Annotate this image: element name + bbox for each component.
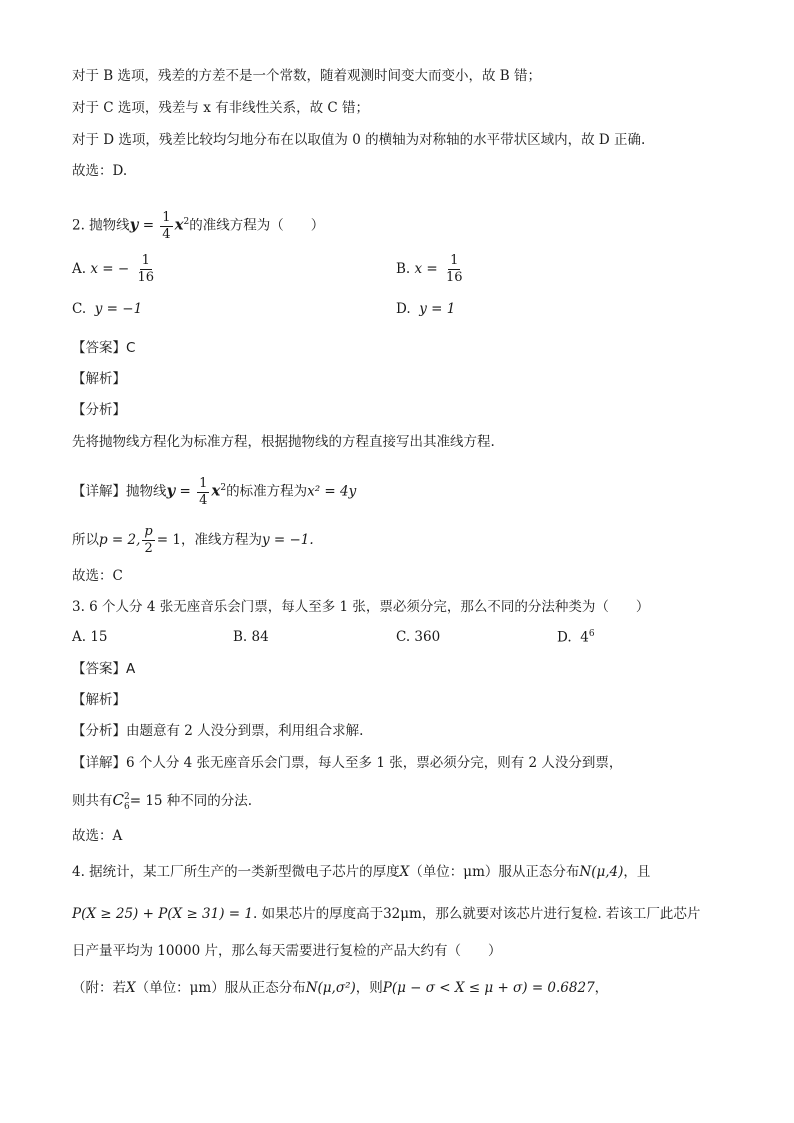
q3-total-pre: 则共有 — [72, 793, 113, 809]
q2-so — [72, 523, 314, 557]
q2-opt-a-label: A. — [72, 261, 87, 277]
q2-detail-exp: 2 — [220, 483, 227, 493]
q2-opt-a-pre: x = − — [90, 261, 130, 277]
q4-l1a: 4. 据统计，某工厂所生产的一类新型微电子芯片的厚度 — [72, 864, 400, 880]
text-line-d-option: 对于 D 选项，残差比较均匀地分布在以取值为 0 的横轴为对称轴的水平带状区域内，故 D 正确. — [72, 132, 646, 148]
q2-opt-a-num: 1 — [141, 253, 150, 268]
q4-l2d: ，那么就要对该芯片进行复检. 若该工厂此芯片 — [421, 906, 701, 922]
q3-fenxi — [72, 721, 363, 741]
q2-opt-b-label: B. — [396, 261, 411, 277]
q2-exp: 2 — [183, 217, 190, 227]
q3-jiexi: 【解析】 — [72, 692, 126, 708]
q2-suffix: 的准线方程为（ ） — [189, 217, 325, 234]
q2-so-end: y = −1. — [261, 532, 314, 548]
q2-opt-c-text: y = −1 — [94, 301, 143, 317]
text-choose-d: 故选：D. — [72, 163, 128, 179]
q2-frac-den: 4 — [162, 226, 171, 242]
q3-comb-sup: 2 — [123, 791, 130, 802]
q3-choose: 故选：A — [72, 828, 123, 844]
q3-option-a: A. 15 — [72, 629, 108, 645]
q4-l4h: P(μ − σ < X ≤ μ + σ) = 0.6827 — [382, 980, 595, 996]
q3-total — [72, 786, 252, 815]
q2-fenxi: 【分析】 — [72, 402, 126, 418]
q4-l1e: ）服从正态分布 — [484, 864, 580, 880]
q2-frac-num: 1 — [162, 209, 171, 225]
q4-l4f: N(μ,σ²) — [305, 980, 356, 996]
q2-opt-a-frac — [135, 253, 156, 286]
q2-opt-d-text: y = 1 — [419, 301, 456, 317]
q3-detail-tag: 【详解】 — [72, 755, 126, 771]
q2-var-x: x — [174, 215, 184, 234]
q4-l1f: N(μ,4) — [579, 864, 624, 880]
q4-l4b: X — [126, 980, 136, 996]
q3-option-d — [557, 629, 595, 646]
q4-l4c: （单位： — [135, 980, 190, 996]
q2-opt-a-den: 16 — [137, 270, 155, 285]
q3-detail — [72, 753, 622, 773]
q2-prefix: 2. 抛物线 — [72, 217, 130, 234]
q2-stem — [72, 205, 324, 243]
q2-detail-eq: = — [179, 483, 191, 500]
q4-l4g: ，则 — [355, 980, 383, 996]
text-line-c-option: 对于 C 选项，残差与 x 有非线性关系，故 C 错； — [72, 100, 370, 116]
q2-jiexi: 【解析】 — [72, 371, 126, 387]
q3-stem: 3. 6 个人分 4 张无座音乐会门票，每人至多 1 张，票必须分完，那么不同的分法种类为（ ） — [72, 599, 650, 615]
q3-option-c: C. 360 — [396, 629, 441, 645]
q2-so-den: 2 — [144, 541, 153, 556]
q4-l2a: P(X ≥ 25) + P(X ≥ 31) = 1 — [72, 906, 253, 922]
q4-line1 — [72, 862, 650, 882]
q2-opt-b-pre: x = — [414, 261, 438, 277]
q3-detail-text: 6 个人分 4 张无座音乐会门票，每人至多 1 张，票必须分完，则有 2 人没分到票， — [126, 755, 623, 771]
q2-so-mid: = 1，准线方程为 — [156, 532, 262, 548]
q2-var-y: y — [129, 215, 139, 234]
q3-opt-d-base: 4 — [580, 629, 589, 646]
q2-so-frac — [142, 524, 154, 557]
q4-line4 — [72, 978, 608, 998]
q4-line3: 日产量平均为 10000 片，那么每天需要进行复检的产品大约有（ ） — [72, 943, 502, 959]
q3-comb-c: C — [112, 791, 124, 809]
q4-l4a: （附：若 — [72, 980, 126, 996]
q2-fraction — [160, 210, 172, 243]
q2-option-b — [396, 253, 467, 286]
q2-detail-mid: 的标准方程为 — [226, 483, 308, 500]
q4-l4i: ， — [594, 980, 609, 996]
q2-choose: 故选：C — [72, 568, 123, 584]
q2-opt-d-label: D. — [396, 301, 411, 317]
q2-detail-y: y — [166, 481, 176, 500]
q2-so-num: p — [144, 524, 153, 539]
q2-detail-frac — [197, 476, 209, 509]
q4-l1d: μm — [463, 864, 485, 880]
q2-opt-b-num: 1 — [450, 253, 459, 268]
q4-l4d: μm — [189, 980, 212, 996]
q3-comb-sub: 6 — [123, 801, 130, 812]
q3-option-b: B. 84 — [233, 629, 269, 645]
q3-opt-d-label: D. — [557, 629, 572, 646]
q3-opt-d-exp: 6 — [588, 629, 595, 639]
q2-fenxi-text: 先将抛物线方程化为标准方程，根据抛物线的方程直接写出其准线方程. — [72, 434, 495, 450]
q2-so-p: p = 2, — [99, 532, 141, 548]
q3-fenxi-text: 由题意有 2 人没分到票，利用组合求解. — [126, 723, 364, 739]
q2-opt-c-label: C. — [72, 301, 87, 317]
text-line-b-option: 对于 B 选项，残差的方差不是一个常数，随着观测时间变大而变小，故 B 错； — [72, 68, 542, 84]
q2-answer: 【答案】C — [72, 340, 136, 356]
q4-l1b: X — [399, 864, 410, 880]
q4-line2 — [72, 904, 700, 924]
q4-l4e: ）服从正态分布 — [211, 980, 306, 996]
q3-answer: 【答案】A — [72, 661, 136, 677]
q2-opt-b-frac — [444, 253, 465, 286]
q2-detail-pre: 抛物线 — [126, 483, 167, 500]
q2-so-pre: 所以 — [72, 532, 99, 548]
q2-eq: = — [142, 217, 154, 234]
q2-detail-std-eq: x² = 4y — [307, 483, 357, 500]
q2-detail-x: x — [211, 481, 221, 500]
q2-opt-b-den: 16 — [446, 270, 463, 285]
q4-l1g: ，且 — [623, 864, 651, 880]
q4-l2c: 32μm — [383, 906, 422, 922]
q2-detail-num: 1 — [199, 475, 208, 491]
q3-fenxi-tag: 【分析】 — [72, 723, 126, 739]
q4-l2b: . 如果芯片的厚度高于 — [252, 906, 384, 922]
q4-l1c: （单位： — [409, 864, 464, 880]
q2-detail — [72, 471, 356, 509]
q2-option-d — [396, 301, 455, 317]
q2-option-a — [72, 253, 158, 286]
q2-detail-tag: 【详解】 — [72, 483, 126, 500]
q3-total-post: = 15 种不同的分法. — [129, 793, 253, 809]
q2-option-c — [72, 301, 142, 317]
q2-detail-den: 4 — [199, 492, 208, 508]
